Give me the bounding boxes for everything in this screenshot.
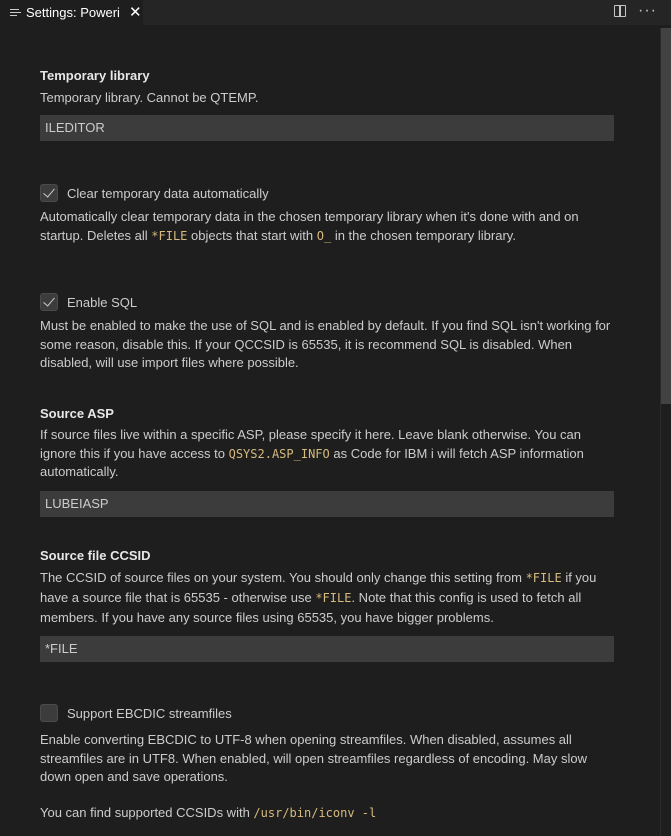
setting-description: If source files live within a specific ASP, please specify it here. Leave blank otherwise. You can ignore this if you have access to QSYS2.ASP_INFO as Code for IBM i will fetch ASP information automatically.	[40, 427, 584, 479]
setting-temporary-library	[40, 68, 615, 141]
setting-description: Must be enabled to make the use of SQL and is enabled by default. If you find SQL isn't working for some reason, disable this. If your QCCSID is 65535, it is recommend SQL is disabled. When disabled, will use import files where possible.	[40, 318, 611, 370]
source-asp-input[interactable]: LUBEIASP	[40, 491, 614, 517]
setting-title: Source ASP	[40, 406, 114, 421]
setting-description: The CCSID of source files on your system. You should only change this setting from *FILE if you have a source file that is 65535 - otherwise use *FILE. Note that this config is used to fetch all members. If you have any source files using 65535, you have bigger problems.	[40, 570, 597, 625]
inline-code: /usr/bin/iconv -l	[253, 805, 377, 820]
temporary-library-input[interactable]: ILEDITOR	[40, 115, 614, 141]
inline-code: *FILE	[525, 571, 562, 585]
close-icon[interactable]: ✕	[129, 4, 142, 21]
scrollbar-thumb[interactable]	[661, 28, 671, 404]
tab-title: Settings: Poweri	[26, 5, 120, 20]
inline-code: QSYS2.ASP_INFO	[228, 446, 330, 461]
clear-temp-checkbox[interactable]	[40, 184, 58, 202]
setting-description: Temporary library. Cannot be QTEMP.	[40, 90, 259, 105]
split-editor-icon[interactable]	[614, 5, 626, 17]
setting-ebcdic-streamfiles	[40, 704, 615, 822]
more-actions-icon[interactable]: ···	[638, 2, 657, 19]
settings-list-icon	[10, 9, 21, 16]
ebcdic-checkbox[interactable]	[40, 704, 58, 722]
enable-sql-checkbox[interactable]	[40, 293, 58, 311]
tab-settings[interactable]	[0, 0, 143, 25]
setting-title: Temporary library	[40, 68, 150, 83]
setting-enable-sql	[40, 293, 615, 373]
setting-source-file-ccsid	[40, 548, 615, 662]
setting-title: Source file CCSID	[40, 548, 151, 563]
setting-clear-temporary-data	[40, 184, 615, 245]
source-ccsid-input[interactable]: *FILE	[40, 636, 614, 662]
setting-description: Automatically clear temporary data in the chosen temporary library when it's done with and on startup. Deletes all *FILE objects that start with O_ in the chosen temporary library.	[40, 209, 579, 243]
checkbox-label: Enable SQL	[67, 294, 138, 310]
checkbox-label: Clear temporary data automatically	[67, 185, 269, 201]
checkbox-label: Support EBCDIC streamfiles	[67, 705, 232, 721]
setting-description-note: You can find supported CCSIDs with /usr/bin/iconv -l	[40, 804, 377, 820]
inline-code: *FILE	[315, 591, 352, 605]
editor-actions	[614, 3, 657, 19]
setting-description: Enable converting EBCDIC to UTF-8 when opening streamfiles. When disabled, assumes all streamfiles are in UTF8. When enabled, will open streamfiles regardless of encoding. May slow down open and save operations.	[40, 732, 587, 784]
inline-code: O_	[316, 228, 332, 243]
inline-code: *FILE	[151, 228, 188, 243]
editor-tab-bar	[0, 0, 671, 25]
setting-source-asp	[40, 406, 615, 517]
